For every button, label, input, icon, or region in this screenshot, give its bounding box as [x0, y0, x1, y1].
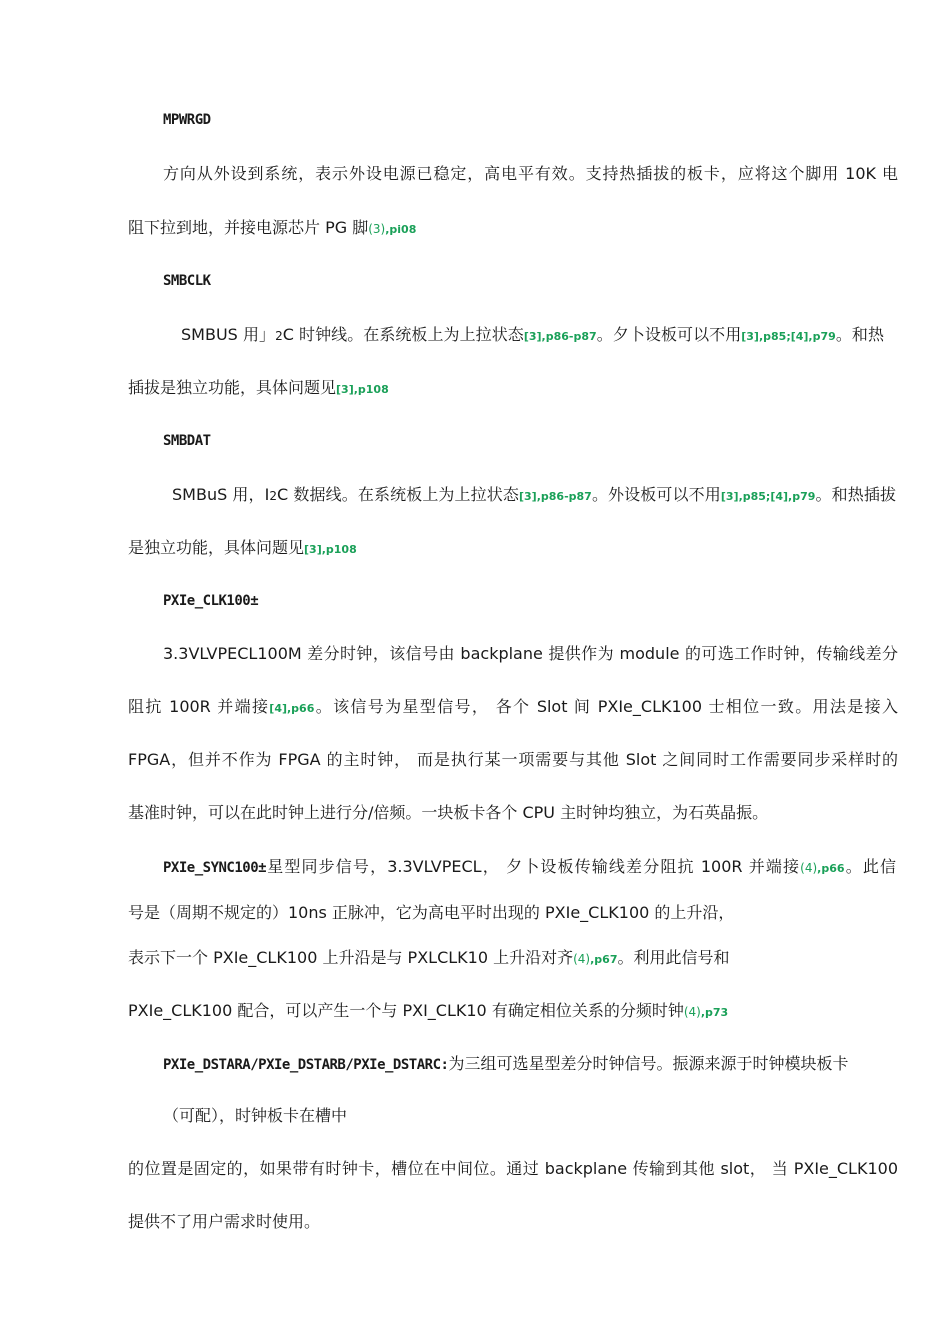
- citation-ref: [3],p86-p87: [523, 330, 597, 343]
- citation-ref: [3],p86-p87: [519, 490, 592, 503]
- section-heading-pxie-dstar: PXIe_DSTARA/PXIe_DSTARB/PXIe_DSTARC:: [163, 1057, 449, 1073]
- paragraph-line: 号是（周期不规定的）10ns 正脉冲，它为高电平时出现的 PXIe_CLK100 的上升沿，: [128, 903, 735, 922]
- citation-ref: [3],p85;[4],p79: [720, 490, 816, 503]
- paragraph-line: 基准时钟，可以在此时钟上进行分/倍频。一块板卡各个 CPU 主时钟均独立，为石英晶振。: [128, 803, 769, 822]
- section-heading-smbclk: SMBCLK: [163, 273, 211, 289]
- citation-ref: [3],p108: [304, 543, 357, 556]
- section-heading-pxie-sync100: PXIe_SYNC100±: [163, 860, 267, 876]
- paragraph-line: （可配），时钟板卡在槽中: [163, 1106, 348, 1125]
- section-heading-mpwrgd: MPWRGD: [163, 112, 211, 128]
- citation-ref: [3],p108: [336, 383, 389, 396]
- paragraph-line: 的位置是固定的，如果带有时钟卡，槽位在中间位。通过 backplane 传输到其他 slot， 当 PXIe_CLK100: [128, 1159, 898, 1178]
- citation-ref: (3): [368, 222, 386, 236]
- paragraph-line: 提供不了用户需求时使用。: [128, 1212, 321, 1231]
- section-heading-smbdat: SMBDAT: [163, 433, 211, 449]
- citation-ref: [4],p66: [269, 702, 315, 715]
- paragraph-line: PXIe_CLK100 配合，可以产生一个与 PXI_CLK10 有确定相位关系的分频时钟(4),p73: [128, 1001, 729, 1020]
- paragraph-line: 3.3VLVPECL100M 差分时钟，该信号由 backplane 提供作为 module 的可选工作时钟，传输线差分: [163, 644, 898, 663]
- citation-ref: [3],p85;[4],p79: [741, 330, 836, 343]
- citation-ref: ,p67: [590, 953, 618, 966]
- paragraph-line: SMBuS 用，I2C 数据线。在系统板上为上拉状态[3],p86-p87。外设板可以不用[3],p85;[4],p79。和热插拔: [172, 485, 896, 504]
- paragraph-line: 插拔是独立功能，具体问题见[3],p108: [128, 378, 389, 397]
- paragraph-line: 方向从外设到系统，表示外设电源已稳定，高电平有效。支持热插拔的板卡，应将这个脚用 10K 电: [163, 164, 898, 183]
- paragraph-line: 阻抗 100R 并端接[4],p66。该信号为星型信号， 各个 Slot 间 PXIe_CLK100 士相位一致。用法是接入: [128, 697, 898, 716]
- paragraph-line: PXIe_DSTARA/PXIe_DSTARB/PXIe_DSTARC:为三组可选星型差分时钟信号。振源来源于时钟模块板卡: [163, 1054, 849, 1073]
- paragraph-line: SMBUS 用」2C 时钟线。在系统板上为上拉状态[3],p86-p87。夕卜设板可以不用[3],p85;[4],p79。和热: [181, 325, 884, 344]
- citation-ref: (4): [683, 1005, 701, 1019]
- paragraph-line: 阻下拉到地，并接电源芯片 PG 脚(3),pi08: [128, 218, 417, 237]
- paragraph-line: 表示下一个 PXIe_CLK100 上升沿是与 PXLCLK10 上升沿对齐(4),p67。利用此信号和: [128, 948, 730, 967]
- citation-ref: (4): [573, 952, 591, 966]
- paragraph-line: FPGA，但并不作为 FPGA 的主时钟， 而是执行某一项需要与其他 Slot 之间同时工作需要同步采样时的: [128, 750, 898, 769]
- citation-ref: ,p73: [700, 1006, 729, 1019]
- section-heading-pxie-clk100: PXIe_CLK100±: [163, 593, 259, 609]
- paragraph-line: 是独立功能，具体问题见[3],p108: [128, 538, 357, 557]
- citation-ref: (4): [800, 861, 818, 875]
- citation-ref: ,pi08: [385, 223, 417, 236]
- paragraph-line: PXIe_SYNC100±星型同步信号，3.3VLVPECL， 夕卜设板传输线差分阻抗 100R 并端接(4),p66。此信: [163, 857, 896, 876]
- citation-ref: ,p66: [817, 862, 845, 875]
